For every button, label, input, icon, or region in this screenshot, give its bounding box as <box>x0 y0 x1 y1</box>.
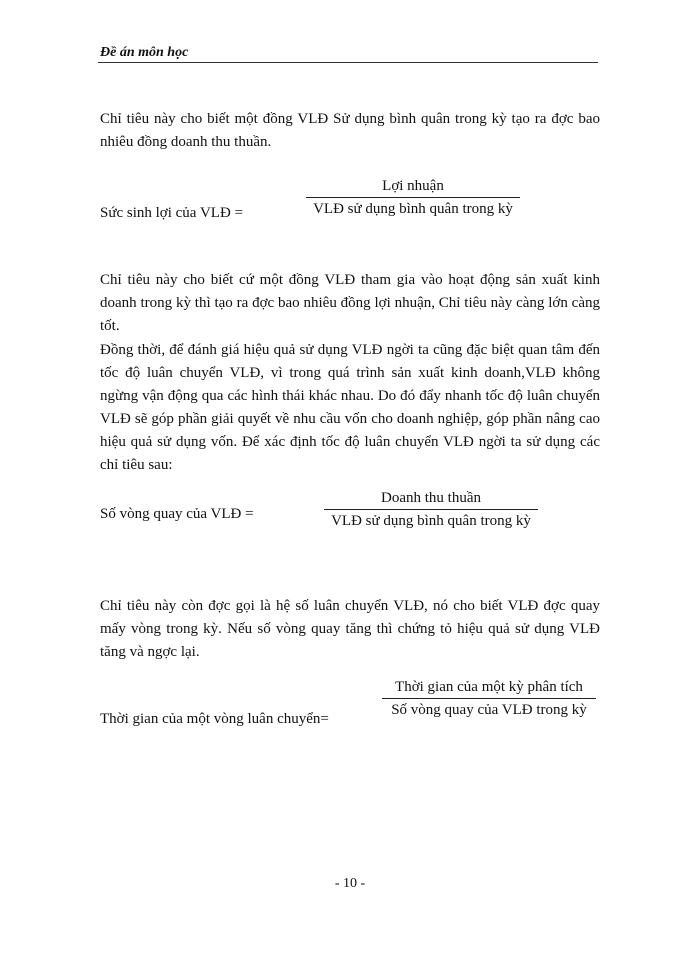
formula-label: Số vòng quay của VLĐ = <box>100 506 254 522</box>
paragraph-4: Chỉ tiêu này còn đợc gọi là hệ số luân chuyển VLĐ, nó cho biết VLĐ đợc quay mấy vòng trong kỳ. Nếu số vòng quay tăng thì chứng tỏ hiệu quả sử dụng VLĐ tăng và ngợc lại. <box>100 598 600 660</box>
numerator: Lợi nhuận <box>382 178 444 194</box>
header-title: Đề án môn học <box>100 45 189 60</box>
header-rule <box>98 62 598 63</box>
formula-label: Sức sinh lợi của VLĐ = <box>100 205 243 221</box>
denominator: VLĐ sử dụng bình quân trong kỳ <box>331 513 531 529</box>
denominator: VLĐ sử dụng bình quân trong kỳ <box>313 201 513 217</box>
page-number: - 10 - <box>334 876 366 891</box>
paragraph-1: Chỉ tiêu này cho biết một đồng VLĐ Sử dụng bình quân trong kỳ tạo ra đợc bao nhiêu đồng doanh thu thuần. <box>100 111 600 150</box>
numerator: Thời gian của một kỳ phân tích <box>395 679 583 695</box>
fraction <box>306 175 520 220</box>
paragraph-3: Đồng thời, để đánh giá hiệu quả sử dụng VLĐ ngời ta cũng đặc biệt quan tâm đến tốc độ luân chuyển VLĐ, vì trong quá trình sản xuất kinh doanh,VLĐ không ngừng vận động qua các hình thái khác nhau. Do đó đẩy nhanh tốc độ luân chuyển VLĐ sẽ góp phần giải quyết về nhu cầu vốn cho doanh nghiệp, góp phần nâng cao hiệu quả sử dụng vốn. Để xác định tốc độ luân chuyển VLĐ ngời ta sử dụng các chỉ tiêu sau: <box>100 342 600 473</box>
fraction <box>324 487 538 532</box>
denominator: Số vòng quay của VLĐ trong kỳ <box>391 702 587 718</box>
paragraph-2: Chỉ tiêu này cho biết cứ một đồng VLĐ tham gia vào hoạt động sản xuất kinh doanh trong kỳ thì tạo ra đợc bao nhiêu đồng lợi nhuận, Chỉ tiêu này càng lớn càng tốt. <box>100 272 600 334</box>
formula-label: Thời gian của một vòng luân chuyển= <box>100 711 329 727</box>
fraction <box>382 676 596 721</box>
numerator: Doanh thu thuần <box>381 490 481 506</box>
